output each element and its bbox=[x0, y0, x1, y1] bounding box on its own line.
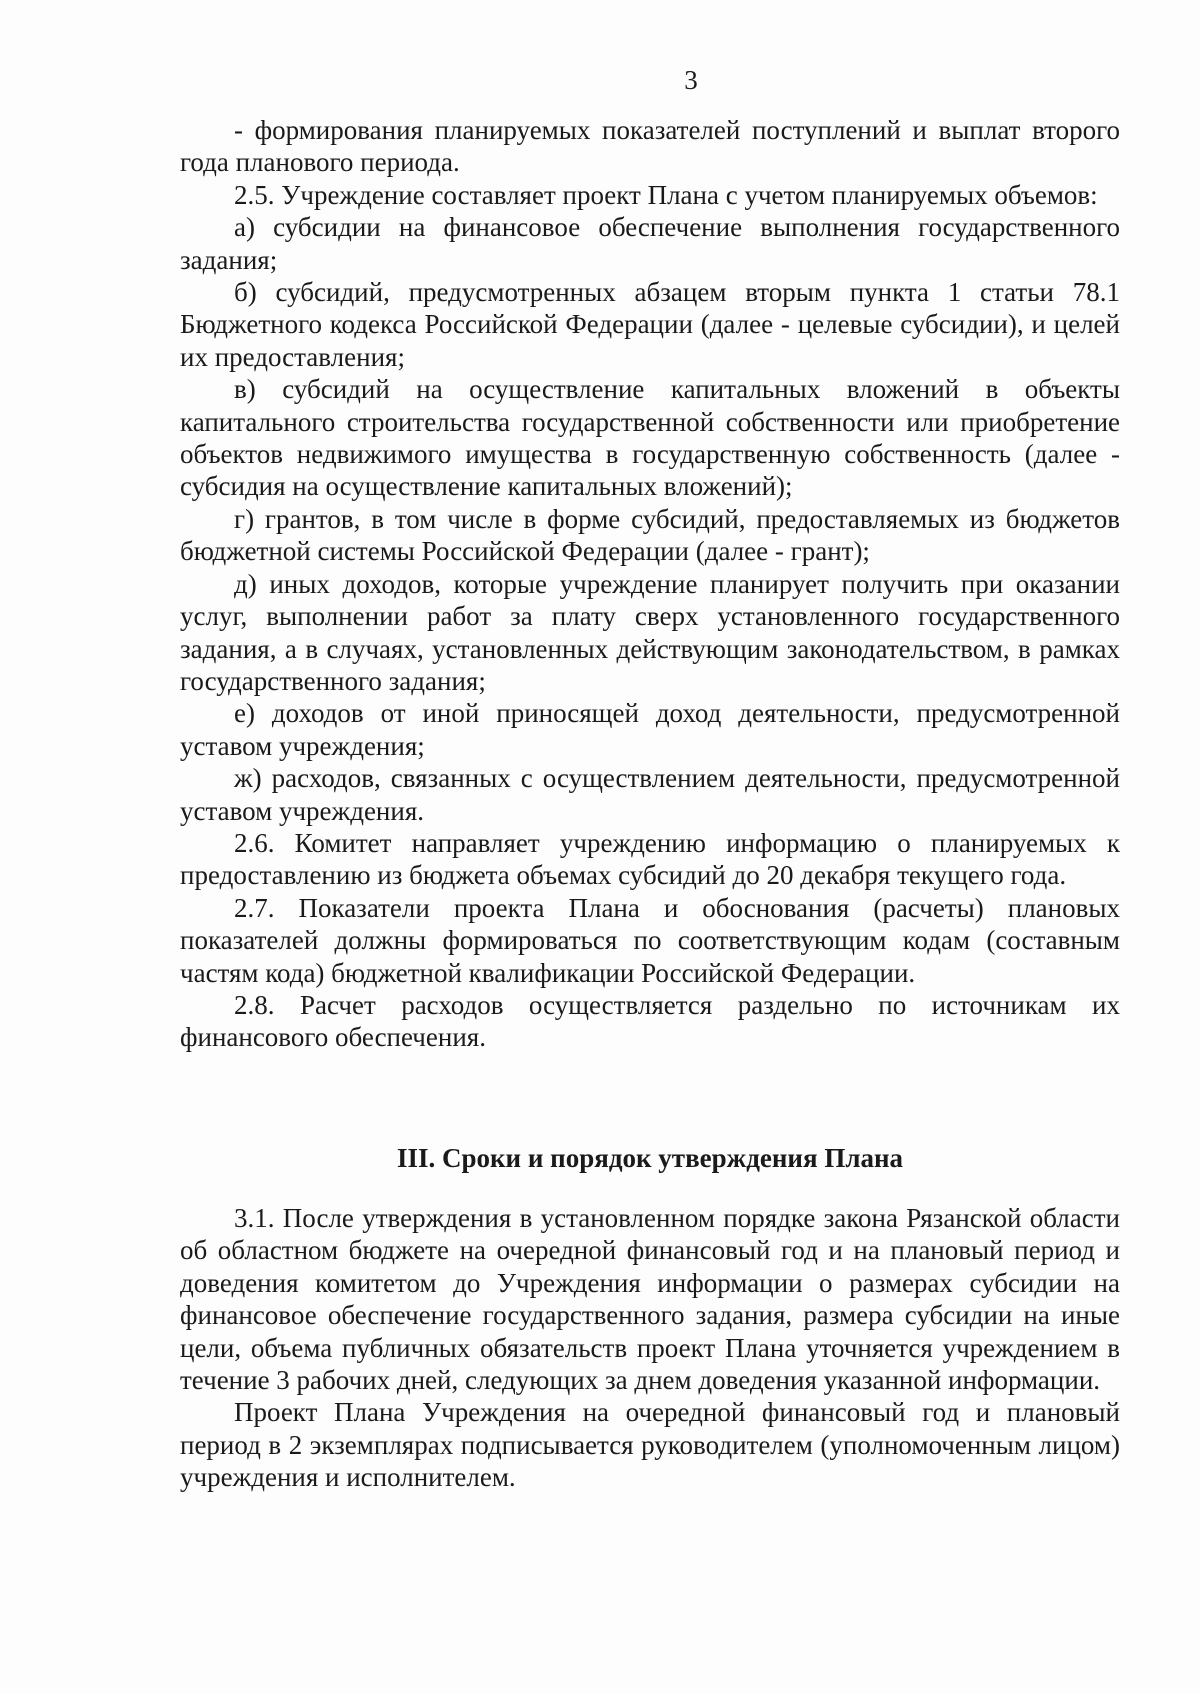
page-number: 3 bbox=[684, 65, 698, 95]
paragraph: а) субсидии на финансовое обеспечение выполнения государственного задания; bbox=[180, 212, 1120, 275]
paragraph: 2.7. Показатели проекта Плана и обоснования (расчеты) плановых показателей должны формироваться по соответствующим кодам (составным частям кода) бюджетной квалификации Российской Федерации. bbox=[180, 892, 1120, 988]
paragraph: б) субсидий, предусмотренных абзацем вторым пункта 1 статьи 78.1 Бюджетного кодекса Российской Федерации (далее - целевые субсидии), и целей их предоставления; bbox=[180, 277, 1120, 372]
paragraph: е) доходов от иной приносящей доход деятельности, предусмотренной уставом учреждения; bbox=[180, 698, 1120, 761]
paragraph: 2.8. Расчет расходов осуществляется раздельно по источникам их финансового обеспечения. bbox=[180, 989, 1120, 1053]
section-3-heading: III. Сроки и порядок утверждения Плана bbox=[396, 1143, 904, 1173]
paragraph: 2.5. Учреждение составляет проект Плана с учетом планируемых объемов: bbox=[234, 179, 1098, 210]
paragraph: в) субсидий на осуществление капитальных вложений в объекты капитального строительства государственной собственности или приобретение объектов недвижимого имущества в государственную собственность (далее - субсидия на осуществление капитальных вложений); bbox=[180, 374, 1120, 502]
paragraph: Проект Плана Учреждения на очередной финансовый год и плановый период в 2 экземплярах подписывается руководителем (уполномоченным лицом) учреждения и исполнителем. bbox=[180, 1397, 1120, 1493]
paragraph: ж) расходов, связанных с осуществлением деятельности, предусмотренной уставом учреждения. bbox=[180, 763, 1120, 826]
paragraph: д) иных доходов, которые учреждение планирует получить при оказании услуг, выполнении работ за плату сверх установленного государственного задания, а в случаях, установленных действующим законодательством, в рамках государственного задания; bbox=[180, 568, 1120, 696]
paragraph: г) грантов, в том числе в форме субсидий, предоставляемых из бюджетов бюджетной системы Российской Федерации (далее - грант); bbox=[180, 503, 1120, 567]
paragraph: 3.1. После утверждения в установленном порядке закона Рязанской области об областном бюджете на очередной финансовый год и на плановый период и доведения комитетом до Учреждения информации о размерах субсидии на финансовое обеспечение государственного задания, размера субсидии на иные цели, объема публичных обязательств проект Плана уточняется учреждением в течение 3 рабочих дней, следующих за днем доведения указанной информации. bbox=[180, 1203, 1120, 1396]
section-3-body bbox=[180, 1202, 1120, 1494]
paragraph: 2.6. Комитет направляет учреждению информацию о планируемых к предоставлению из бюджета объемах субсидий до 20 декабря текущего года. bbox=[180, 827, 1120, 891]
section-2-body bbox=[180, 114, 1120, 1054]
paragraph: - формирования планируемых показателей поступлений и выплат второго года планового периода. bbox=[180, 115, 1120, 178]
